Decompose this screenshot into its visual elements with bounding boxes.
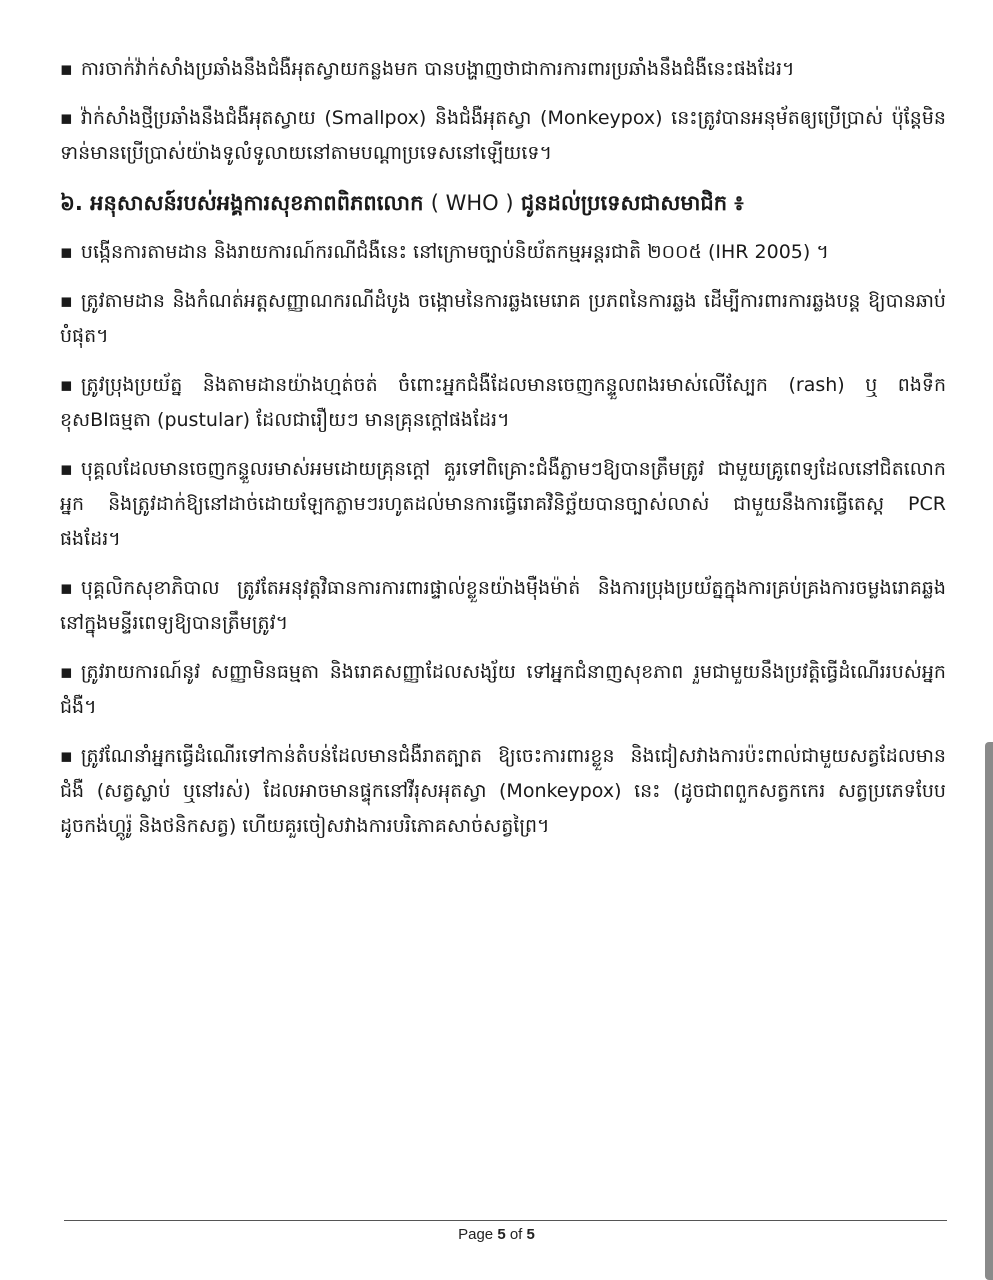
heading-org: ( WHO ): [430, 191, 514, 215]
recommendation-text: បុគ្គលិកសុខាភិបាល ត្រូវតែអនុវត្តវិធានការការពារផ្ទាល់ខ្លួនយ៉ាងម៉ឺងម៉ាត់ និងការប្រុងប្រយ័ត្នក្នុងការគ្រប់គ្រងការចម្លងរោគឆ្លងនៅក្នុងមន្ទីរពេទ្យឱ្យបានត្រឹមត្រូវ។: [60, 577, 946, 634]
of-word: of: [509, 1226, 523, 1243]
page-current: 5: [497, 1226, 506, 1243]
vertical-scrollbar[interactable]: [985, 742, 993, 1280]
page-total: 5: [526, 1226, 535, 1243]
paragraph-vaccine-history: [60, 52, 946, 87]
heading-suffix: ជូនដល់ប្រទេសជាសមាជិក ៖: [520, 191, 744, 215]
recommendation-text: ត្រូវណែនាំអ្នកធ្វើដំណើរទៅកាន់តំបន់ដែលមានជំងឺរាតត្បាត ឱ្យចេះការពារខ្លួន និងជៀសវាងការប៉ះពាល់ជាមួយសត្វដែលមានជំងឺ (សត្វស្លាប់ ឬនៅរស់) ដែលអាចមានផ្ទុកនៅវីរុសអុតស្វា (Monkeypox) នេះ (ដូចជាពពួកសត្វកកេរ សត្វប្រភេទបែបដូចកង់ហ្គូរ៉ូ និងថនិកសត្វ) ហើយគួរចៀសវាងការបរិភោគសាច់សត្វព្រៃ។: [60, 745, 946, 837]
bullet-marker: ▪: [60, 661, 73, 683]
bullet-marker: ▪: [60, 374, 73, 396]
recommendation-text: ត្រូវតាមដាន និងកំណត់អត្តសញ្ញាណករណីដំបូង ចង្កោមនៃការឆ្លងមេរោគ ប្រភពនៃការឆ្លង ដើម្បីការពារការឆ្លងបន្ត ឱ្យបានឆាប់បំផុត។: [60, 290, 946, 347]
bullet-marker: ▪: [60, 290, 73, 312]
bullet-marker: ▪: [60, 107, 73, 129]
recommendation-item: [60, 368, 946, 438]
document-body: [60, 52, 946, 858]
bullet-marker: ▪: [60, 241, 73, 263]
recommendation-text: បុគ្គលដែលមានចេញកន្ទួលរមាស់អមដោយគ្រុនក្តៅ គួរទៅពិគ្រោះជំងឺភ្លាមៗឱ្យបានត្រឹមត្រូវ ជាមួយគ្រូពេទ្យដែលនៅជិតលោកអ្នក និងត្រូវដាក់ឱ្យនៅដាច់ដោយឡែកភ្លាមៗរហូតដល់មានការធ្វើរោគវិនិច្ឆ័យបានច្បាស់លាស់ ជាមួយនឹងការធ្វើតេស្ត PCR ផងដែរ។: [60, 458, 946, 550]
bullet-marker: ▪: [60, 577, 73, 599]
recommendation-item: [60, 235, 946, 270]
paragraph-text: វ៉ាក់សាំងថ្មីប្រឆាំងនឹងជំងឺអុតស្វាយ (Smallpox) និងជំងឺអុតស្វា (Monkeypox) នេះត្រូវបានអនុម័តឲ្យប្រើប្រាស់ ប៉ុន្តែមិនទាន់មានប្រើប្រាស់យ៉ាងទូលំទូលាយនៅតាមបណ្តាប្រទេសនៅឡើយទេ។: [60, 107, 946, 164]
paragraph-new-vaccine: [60, 101, 946, 171]
recommendation-item: [60, 284, 946, 354]
bullet-marker: ▪: [60, 745, 73, 767]
heading-prefix: ៦. អនុសាសន៍របស់អង្គការសុខភាពពិភពលោក: [60, 191, 424, 215]
section-heading-who-recommendations: [60, 185, 946, 221]
bullet-marker: ▪: [60, 58, 73, 80]
page-word: Page: [458, 1226, 494, 1243]
recommendation-text: ត្រូវប្រុងប្រយ័ត្ន និងតាមដានយ៉ាងហ្មត់ចត់ ចំពោះអ្នកជំងឺដែលមានចេញកន្ទួលពងរមាស់លើស្បែក (rash) ឬ ពងទឹកខុសBIធម្មតា (pustular) ដែលជារឿយៗ មានគ្រុនក្តៅផងដែរ។: [60, 374, 946, 431]
page-footer: [0, 1226, 993, 1243]
recommendation-item: [60, 452, 946, 557]
recommendation-text: ត្រូវរាយការណ៍នូវ សញ្ញាមិនធម្មតា និងរោគសញ្ញាដែលសង្ស័យ ទៅអ្នកជំនាញសុខភាព រួមជាមួយនឹងប្រវត្តិធ្វើដំណើររបស់អ្នកជំងឺ។: [60, 661, 946, 718]
recommendation-text: បង្កើនការតាមដាន និងរាយការណ៍ករណីជំងឺនេះ នៅក្រោមច្បាប់និយ័តកម្មអន្តរជាតិ ២០០៥ (IHR 2005) ។: [80, 241, 829, 263]
paragraph-text: ការចាក់វ៉ាក់សាំងប្រឆាំងនឹងជំងឺអុតស្វាយកន្លងមក បានបង្ហាញថាជាការការពារប្រឆាំងនឹងជំងឺនេះផងដែរ។: [80, 58, 795, 80]
recommendation-item: [60, 571, 946, 641]
recommendation-item: [60, 739, 946, 844]
recommendation-item: [60, 655, 946, 725]
footer-divider: [64, 1220, 947, 1221]
bullet-marker: ▪: [60, 458, 73, 480]
